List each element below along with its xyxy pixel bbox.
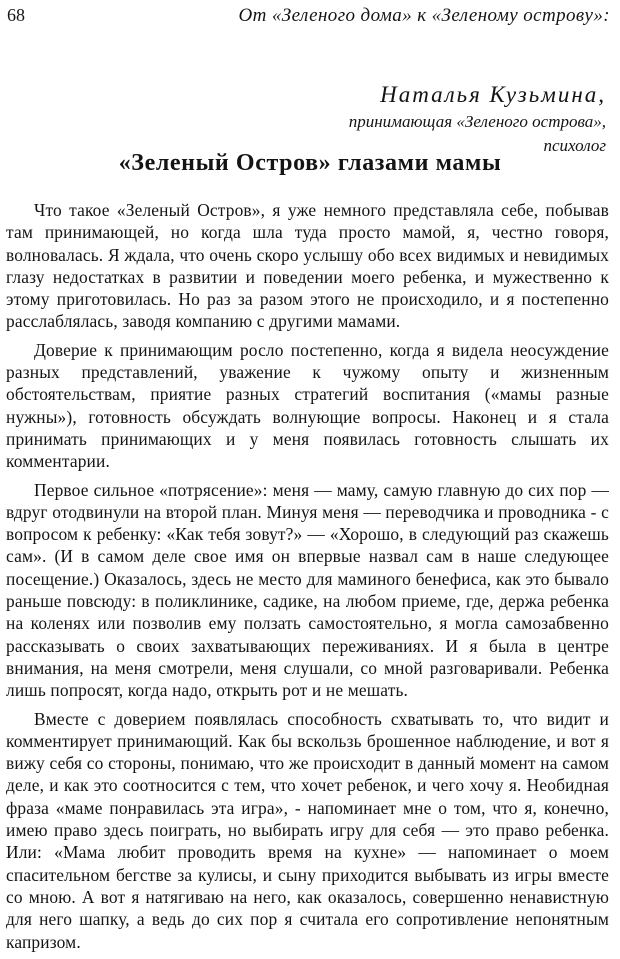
author-name: Наталья Кузьмина,: [380, 82, 606, 107]
body-text: [6, 199, 609, 959]
paragraph-1: Что такое «Зеленый Остров», я уже немного представляла себе, побывав там принимающей, но когда шла туда просто мамой, я, честно говоря, волновалась. Я ждала, что очень скоро услышу обо всех видимых и невидимых глазу недостатках в развитии и поведении моего ребенка, и мужественно к этому приготовилась. Но раз за разом этого не происходило, и я постепенно расслаблялась, заводя компанию с другими мамами.: [6, 200, 609, 332]
author-byline: [349, 80, 606, 158]
running-head: [7, 5, 610, 33]
paragraph-4: Вместе с доверием появлялась способность схватывать то, что видит и комментирует принимающий. Как бы вскользь брошенное наблюдение, и вот я вижу себя со стороны, понимаю, что же происходит в данный момент на самом деле, и как это соотносится с тем, что хочет ребенок, и чего хочу я. Необидная фраза «маме понравилась эта игра», - напоминает мне о том, что я, конечно, имею право здесь поиграть, но выбирать игру для себя — это право ребенка. Или: «Мама любит проводить время на кухне» — напоминает о моем спасительном бегстве за кулисы, и сыну приходится выбывать из игры вместе со мною. А вот я натягиваю на него, как оказалось, совершенно ненавистную для него шапку, а ведь до сих пор я считала его сопротивление непонятным капризом.: [6, 708, 609, 952]
running-title: От «Зеленого дома» к «Зеленому острову»:: [238, 5, 610, 26]
author-role-line-2: психолог: [543, 136, 606, 155]
paragraph-3: Первое сильное «потрясение»: меня — маму, самую главную до сих пор — вдруг отодвинули на второй план. Минуя меня — переводчика и проводника - с вопросом к ребенку: «Как тебя зовут?» — «Хорошо, в следующий раз скажешь сам». (И в самом деле свое имя он впервые назвал сам в наше следующее посещение.) Оказалось, здесь не место для маминого бенефиса, как это бывало раньше повсюду: в поликлинике, садике, на любом приеме, где, держа ребенка на коленях или позволив ему ползать самостоятельно, я могла самозабвенно рассказывать о своих захватывающих переживаниях. И я была в центре внимания, на меня смотрели, меня слушали, со мной разговаривали. Ребенка лишь попросят, когда надо, открыть рот и не мешать.: [6, 479, 609, 701]
paragraph-2: Доверие к принимающим росло постепенно, когда я видела неосуждение разных представлений, уважение к чужому опыту и жизненным обстоятельствам, приятие разных стратегий воспитания («мамы разные нужны»), готовность обсуждать волнующие вопросы. Наконец и я стала принимать принимающих и у меня появилась готовность слышать их комментарии.: [6, 339, 609, 472]
author-role-line-1: принимающая «Зеленого острова»,: [348, 112, 606, 131]
chapter-title: «Зеленый Остров» глазами мамы: [118, 150, 502, 176]
page-number: 68: [7, 5, 25, 25]
